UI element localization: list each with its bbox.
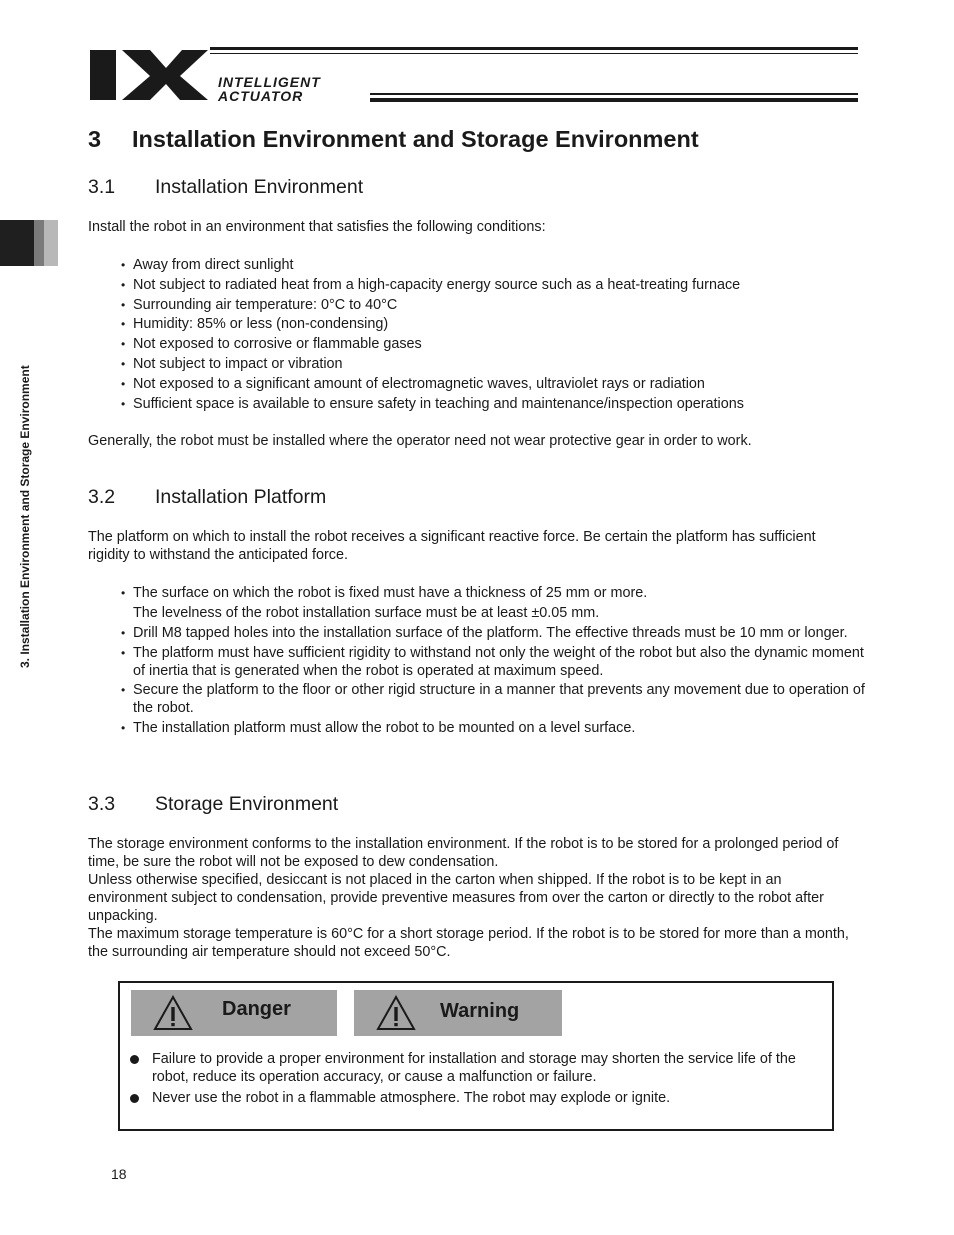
chapter-title-text: Installation Environment and Storage Environment xyxy=(132,126,699,152)
chapter-number: 3 xyxy=(88,126,102,152)
installation-conditions-list xyxy=(120,256,880,414)
paragraph: The maximum storage temperature is 60°C for a short storage period. If the robot is to be stored for more than a month, the surrounding air temperature should not exceed 50°C. xyxy=(88,926,849,960)
danger-header xyxy=(131,990,337,1036)
list-item: Failure to provide a proper environment for installation and storage may shorten the service life of the robot, reduce its operation accuracy, or cause a malfunction or failure. xyxy=(128,1050,828,1086)
section-heading-3-1 xyxy=(88,176,363,199)
list-item: • Not exposed to corrosive or flammable gases xyxy=(120,335,880,353)
section3-body xyxy=(88,835,863,961)
section1-outro: Generally, the robot must be installed where the operator need not wear protective gear in order to work. xyxy=(88,433,752,449)
list-item: • Surrounding air temperature: 0°C to 40°C xyxy=(120,296,880,314)
section1-intro: Install the robot in an environment that satisfies the following conditions: xyxy=(88,219,546,235)
section-title: Storage Environment xyxy=(155,793,339,815)
warning-triangle-icon xyxy=(153,995,193,1031)
alert-list xyxy=(128,1050,828,1110)
page-number: 18 xyxy=(111,1166,127,1182)
logo-text-intelligent: INTELLIGENT xyxy=(218,74,321,90)
list-item: • Away from direct sunlight xyxy=(120,256,880,274)
ix-logo-icon xyxy=(88,46,210,102)
list-item: • Secure the platform to the floor or other rigid structure in a manner that prevents any movement due to operation of the robot. xyxy=(120,681,868,717)
list-item-subtext: The levelness of the robot installation surface must be at least ±0.05 mm. xyxy=(133,605,600,621)
logo-text-actuator: ACTUATOR xyxy=(218,88,304,104)
list-item: • Not exposed to a significant amount of electromagnetic waves, ultraviolet rays or radiation xyxy=(120,375,880,393)
brand-header xyxy=(88,46,858,102)
section-number: 3.3 xyxy=(88,793,116,815)
list-item: • The installation platform must allow the robot to be mounted on a level surface. xyxy=(120,719,868,737)
list-item: • Not subject to impact or vibration xyxy=(120,355,880,373)
list-item-text: The surface on which the robot is fixed must have a thickness of 25 mm or more. xyxy=(133,585,648,601)
paragraph: The storage environment conforms to the installation environment. If the robot is to be stored for a prolonged period of time, be sure the robot will not be exposed to dew condensation. xyxy=(88,836,839,870)
section-heading-3-2 xyxy=(88,486,326,509)
chapter-title xyxy=(88,126,699,153)
paragraph: Unless otherwise specified, desiccant is not placed in the carton when shipped. If the robot is to be kept in an environment subject to condensation, provide preventive measures from over the carton or directly to the robot after unpacking. xyxy=(88,872,824,924)
warning-label: Warning xyxy=(440,1000,520,1022)
list-item: • Not subject to radiated heat from a high-capacity energy source such as a heat-treating furnace xyxy=(120,276,880,294)
warning-triangle-icon xyxy=(376,995,416,1031)
list-item: • Drill M8 tapped holes into the installation surface of the platform. The effective threads must be 10 mm or longer. xyxy=(120,624,868,642)
platform-requirements-list xyxy=(120,584,868,739)
chapter-tab-marker xyxy=(0,220,58,266)
list-item: • Sufficient space is available to ensure safety in teaching and maintenance/inspection operations xyxy=(120,395,880,413)
side-chapter-label: 3. Installation Environment and Storage Environment xyxy=(18,365,32,668)
section-number: 3.2 xyxy=(88,486,116,508)
list-item: • Humidity: 85% or less (non-condensing) xyxy=(120,315,880,333)
section-heading-3-3 xyxy=(88,793,338,816)
section-title: Installation Platform xyxy=(155,486,327,508)
section2-intro: The platform on which to install the robot receives a significant reactive force. Be certain the platform has sufficient rigidity to withstand the anticipated force. xyxy=(88,529,816,563)
section-title: Installation Environment xyxy=(155,176,364,198)
danger-label: Danger xyxy=(222,998,291,1020)
section-number: 3.1 xyxy=(88,176,116,198)
list-item: Never use the robot in a flammable atmosphere. The robot may explode or ignite. xyxy=(128,1089,828,1107)
danger-warning-box xyxy=(118,981,834,1131)
warning-header xyxy=(354,990,562,1036)
list-item xyxy=(120,584,868,622)
list-item: • The platform must have sufficient rigidity to withstand not only the weight of the robot but also the dynamic moment of inertia that is generated when the robot is operated at maximum speed. xyxy=(120,644,868,680)
